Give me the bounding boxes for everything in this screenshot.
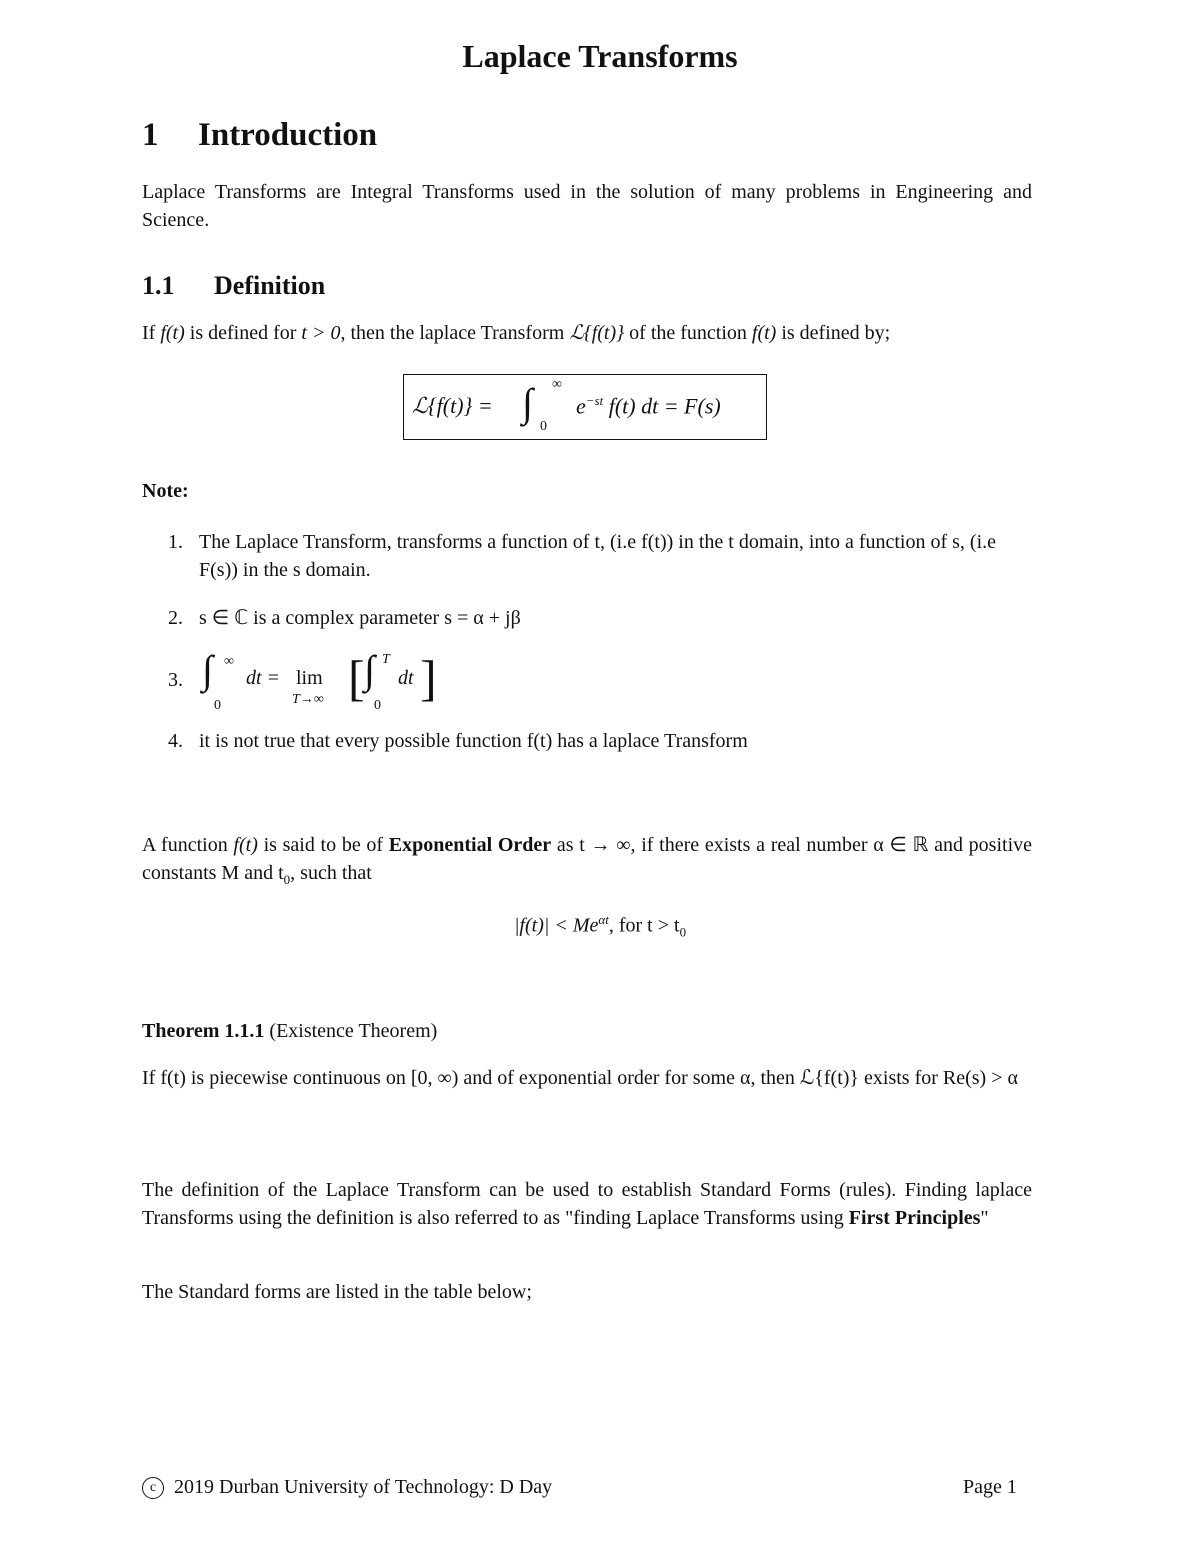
table-intro: The Standard forms are listed in the table below; bbox=[142, 1281, 532, 1303]
equation-lhs: |f(t)| < Me bbox=[513, 914, 599, 937]
definition-formula-box bbox=[403, 374, 767, 440]
integral-sign: ∫ bbox=[202, 647, 213, 692]
subsection-number: 1.1 bbox=[142, 271, 175, 300]
formula-rhs: f(t) dt = F(s) bbox=[603, 393, 721, 419]
note-item bbox=[142, 727, 1032, 755]
page-number: Page 1 bbox=[963, 1476, 1017, 1498]
subscript: 0 bbox=[283, 872, 291, 887]
bold-term: First Principles bbox=[848, 1207, 981, 1229]
text-run: , such that bbox=[290, 862, 372, 884]
intro-paragraph: Laplace Transforms are Integral Transforms used in the solution of many problems in Engineering and Science. bbox=[142, 181, 1032, 231]
theorem-heading bbox=[142, 1017, 1032, 1045]
limit-subscript: T→∞ bbox=[292, 692, 324, 707]
copyright-icon: c bbox=[142, 1477, 164, 1499]
note-item bbox=[142, 528, 1032, 584]
left-bracket: [ bbox=[348, 650, 365, 706]
right-bracket: ] bbox=[420, 650, 437, 706]
footer-text: 2019 Durban University of Technology: D Day bbox=[174, 1476, 553, 1498]
note-text: it is not true that every possible function f(t) has a laplace Transform bbox=[199, 730, 748, 752]
note-text: The Laplace Transform, transforms a function of t, (i.e f(t)) in the t domain, into a function of s, (i.e F(s)) in the s domain. bbox=[199, 531, 997, 581]
footer-left bbox=[142, 1476, 552, 1499]
integral-upper-limit: T bbox=[382, 652, 390, 667]
text-run: " bbox=[980, 1207, 989, 1229]
formula-exponential bbox=[576, 393, 721, 419]
note-number: 2. bbox=[168, 607, 183, 629]
text-run: is said to be of bbox=[257, 834, 389, 856]
text-run: If bbox=[142, 322, 161, 344]
integral-lower-limit: 0 bbox=[374, 698, 381, 713]
integral-sign: ∫ bbox=[522, 380, 533, 425]
math-f-of-t: f(t) bbox=[233, 834, 258, 856]
integral-upper-limit: ∞ bbox=[552, 377, 562, 392]
text-run: of the function bbox=[624, 322, 752, 344]
note-number: 3. bbox=[168, 669, 183, 691]
text-run: is defined by; bbox=[776, 322, 891, 344]
subscript: 0 bbox=[679, 924, 687, 940]
text-run: as t → ∞, if there exists a real number α ∈ ℝ and positive constants M and t bbox=[142, 834, 1032, 884]
integral-sign: ∫ bbox=[364, 647, 375, 692]
subsection-heading bbox=[142, 271, 325, 301]
math-condition: t > 0 bbox=[301, 322, 341, 344]
exponential-order-paragraph bbox=[142, 831, 1032, 894]
text-run: is defined for bbox=[184, 322, 302, 344]
text-run: A function bbox=[142, 834, 234, 856]
math-f-of-t: f(t) bbox=[160, 322, 185, 344]
standard-forms-paragraph bbox=[142, 1176, 1032, 1232]
theorem-name: (Existence Theorem) bbox=[269, 1020, 438, 1042]
note-label: Note: bbox=[142, 480, 189, 502]
note-number: 4. bbox=[168, 730, 183, 752]
text-run: The definition of the Laplace Transform can be used to establish Standard Forms (rules). Finding laplace Transforms using the definition is also referred to as "finding Laplace Transforms using bbox=[142, 1179, 1032, 1229]
integral-lower-limit: 0 bbox=[540, 419, 547, 434]
exp-power: −st bbox=[585, 393, 604, 408]
subsection-title: Definition bbox=[214, 271, 326, 300]
exponential-order-equation bbox=[0, 912, 1200, 941]
bold-term: Exponential Order bbox=[388, 834, 552, 856]
note-item bbox=[142, 647, 1032, 713]
equation-condition: , for t > t bbox=[608, 914, 680, 937]
note-text: s ∈ ℂ is a complex parameter s = α + jβ bbox=[199, 607, 521, 629]
definition-paragraph bbox=[142, 319, 1032, 347]
integral-body: dt = bbox=[246, 667, 281, 689]
note-item bbox=[142, 604, 1032, 632]
section-title: Introduction bbox=[198, 117, 378, 153]
section-heading bbox=[142, 117, 377, 154]
math-laplace-operator: ℒ{f(t)} bbox=[569, 322, 625, 344]
text-run: , then the laplace Transform bbox=[340, 322, 570, 344]
integral-body: dt bbox=[398, 667, 414, 689]
note-number: 1. bbox=[168, 531, 183, 553]
document-title: Laplace Transforms bbox=[462, 38, 738, 74]
superscript: αt bbox=[598, 912, 609, 927]
exp-base: e bbox=[576, 393, 586, 419]
theorem-text: If f(t) is piecewise continuous on [0, ∞) and of exponential order for some α, then ℒ{f(t)} exists for Re(s) > α bbox=[142, 1067, 1018, 1089]
integral-lower-limit: 0 bbox=[214, 698, 221, 713]
integral-upper-limit: ∞ bbox=[224, 654, 234, 669]
section-number: 1 bbox=[142, 117, 159, 153]
limit-operator: lim bbox=[296, 667, 323, 689]
math-f-of-t: f(t) bbox=[751, 322, 777, 344]
theorem-label: Theorem 1.1.1 bbox=[142, 1020, 265, 1042]
formula-lhs: ℒ{f(t)} = bbox=[412, 393, 493, 418]
